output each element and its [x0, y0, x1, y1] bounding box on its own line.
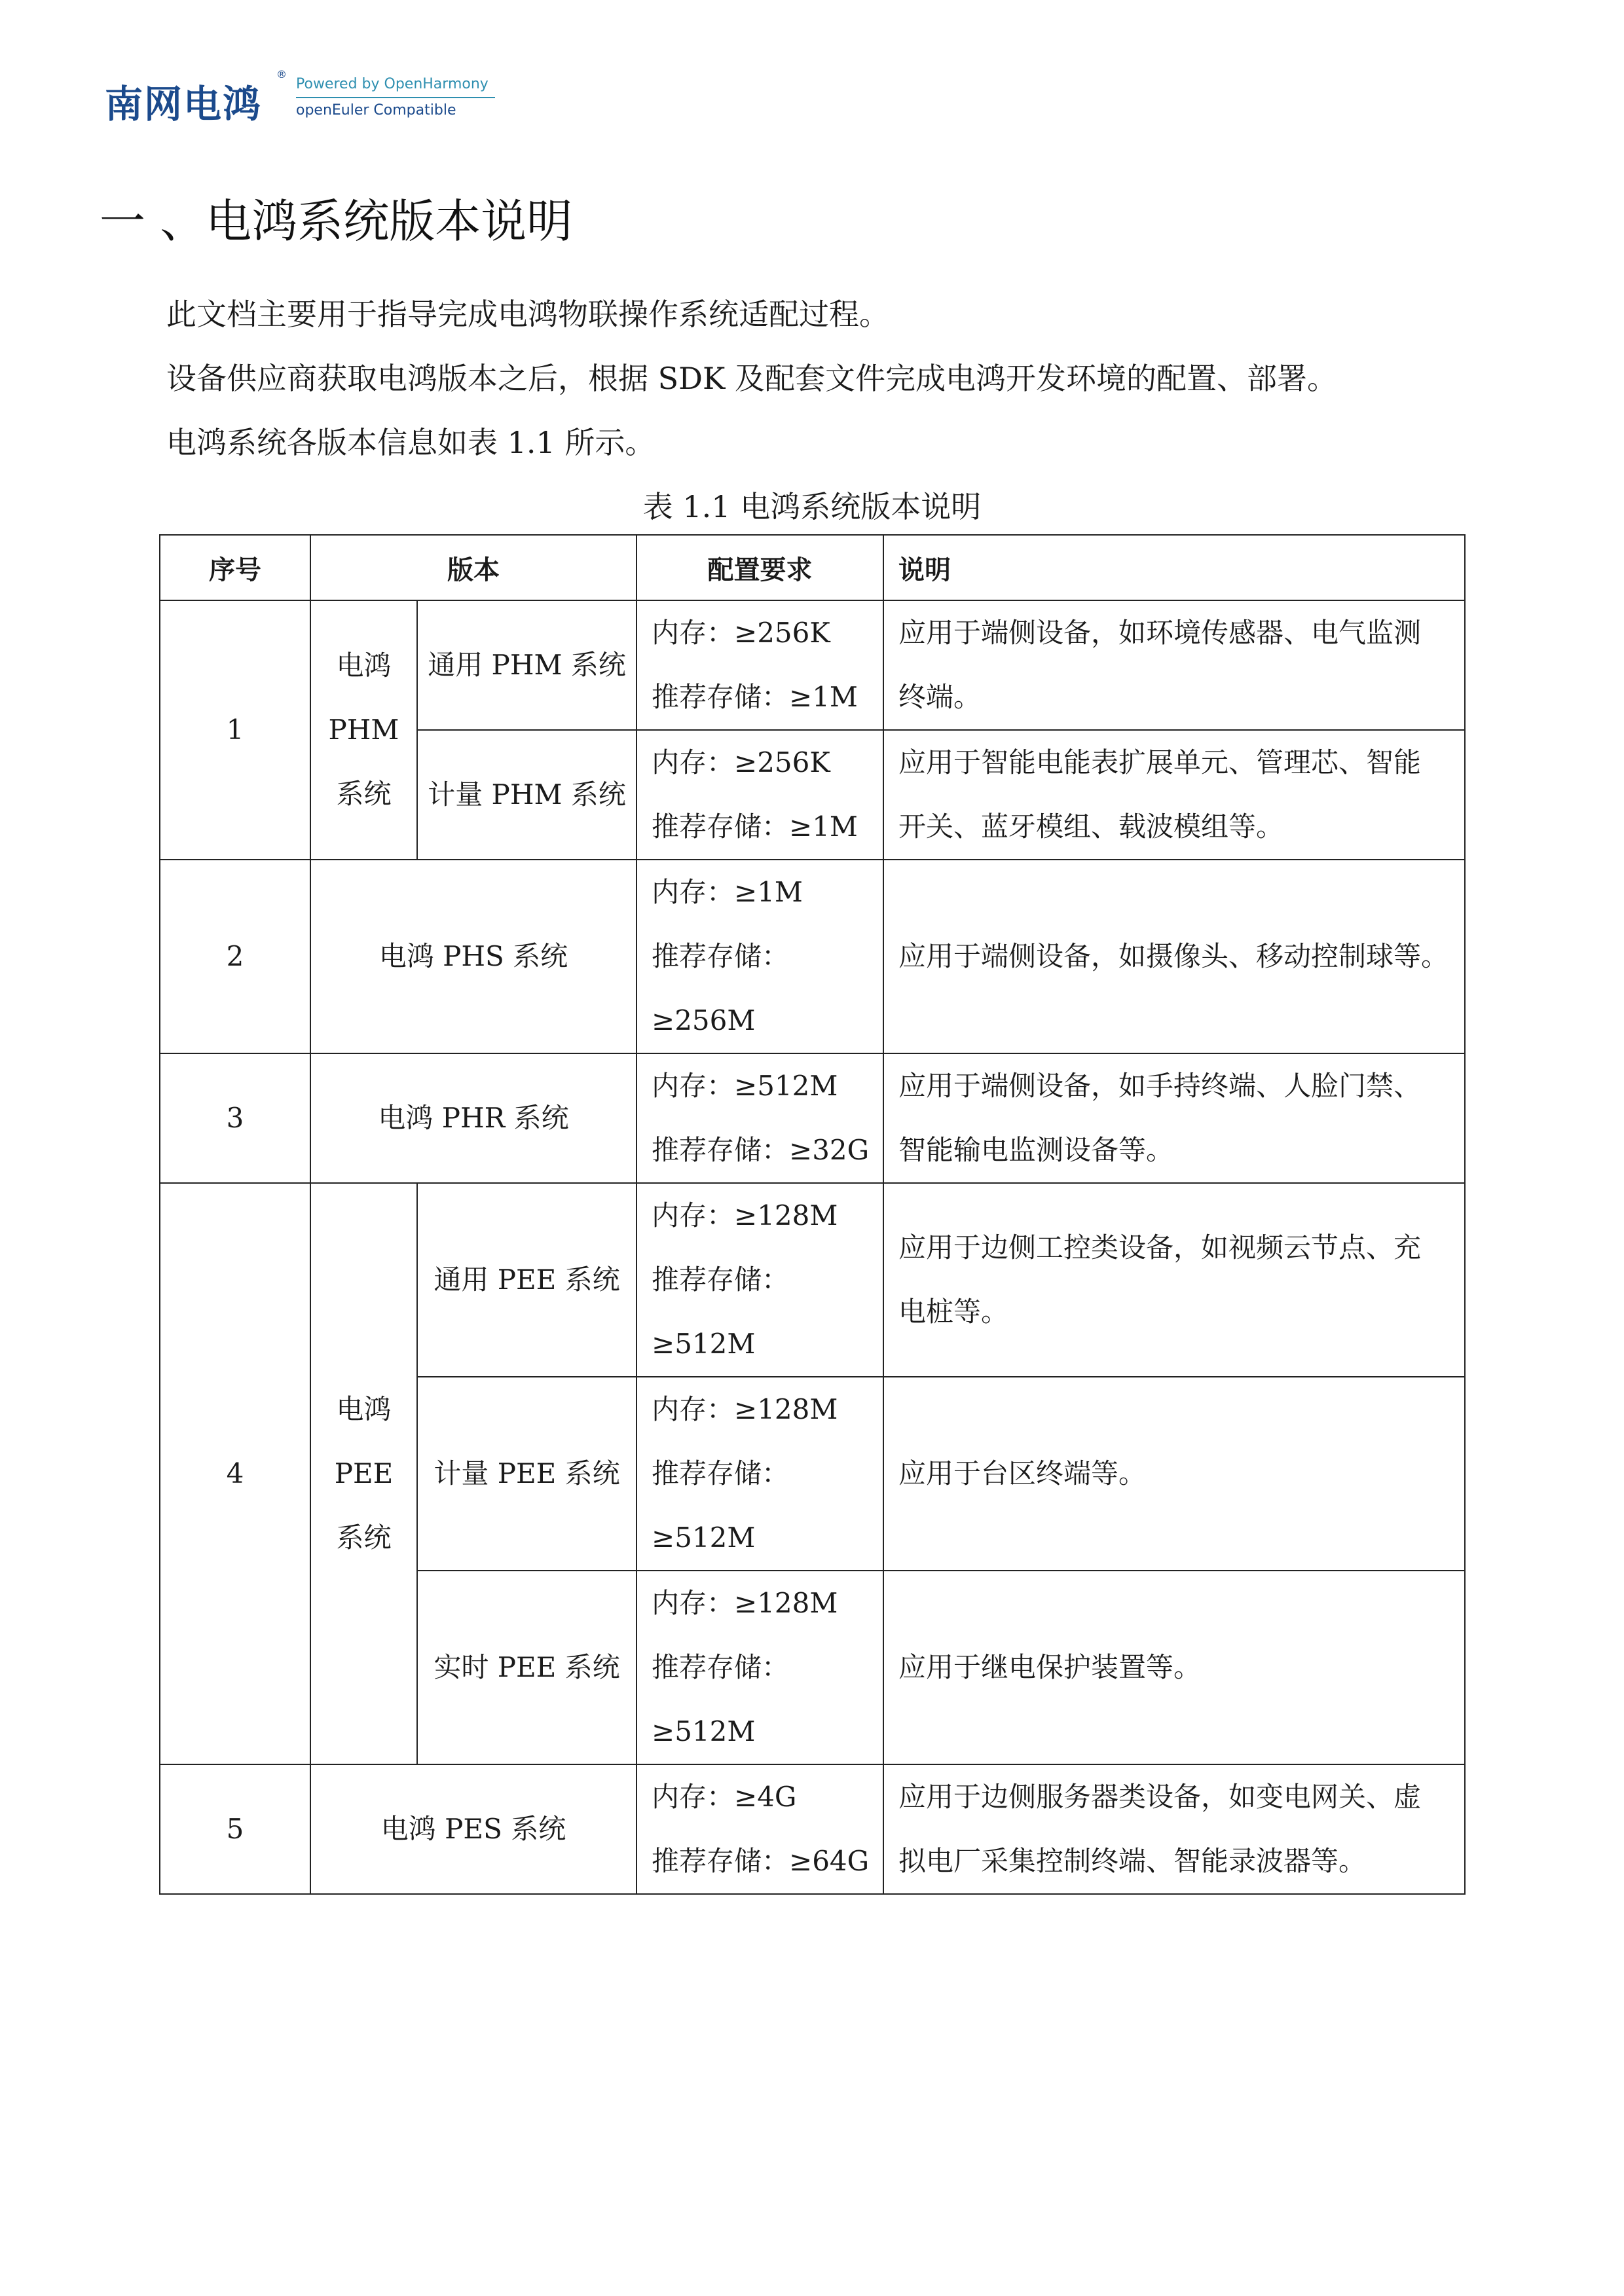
memory-requirement: 内存：≥128M — [652, 1199, 838, 1231]
header-version: 版本 — [310, 535, 637, 600]
memory-requirement: 内存：≥128M — [652, 1393, 838, 1425]
header-description: 说明 — [883, 535, 1465, 600]
cell-variant: 计量 PEE 系统 — [417, 1377, 637, 1571]
logo-powered-by: Powered by OpenHarmony — [296, 76, 489, 92]
storage-requirement: 推荐存储：≥64G — [652, 1845, 870, 1877]
cell-description — [883, 860, 1465, 1053]
cell-variant: 通用 PHM 系统 — [417, 600, 637, 730]
description-line: 应用于边侧服务器类设备，如变电网关、虚 — [898, 1781, 1422, 1813]
cell-description — [883, 1183, 1465, 1377]
family-line: 系统 — [336, 778, 392, 810]
cell-variant: 实时 PEE 系统 — [417, 1571, 637, 1764]
storage-requirement: 推荐存储：≥512M — [652, 1457, 790, 1554]
cell-no: 5 — [160, 1764, 310, 1894]
storage-requirement: 推荐存储：≥1M — [652, 811, 858, 843]
cell-version-name: 电鸿 PES 系统 — [310, 1764, 637, 1894]
table-row — [160, 1764, 1465, 1894]
description-line: 终端。 — [898, 681, 982, 713]
section-heading: 一 、电鸿系统版本说明 — [100, 194, 573, 248]
cell-no: 4 — [160, 1183, 310, 1764]
description-line: 电桩等。 — [898, 1296, 1009, 1328]
family-line: 系统 — [336, 1522, 392, 1554]
description-line: 应用于端侧设备，如摄像头、移动控制球等。 — [898, 940, 1449, 972]
intro-paragraph-1: 此文档主要用于指导完成电鸿物联操作系统适配过程。 — [166, 297, 889, 332]
logo-divider — [296, 97, 495, 98]
cell-requirements — [637, 600, 883, 730]
cell-requirements — [637, 730, 883, 860]
table-row — [160, 1053, 1465, 1183]
description-line: 开关、蓝牙模组、载波模组等。 — [898, 811, 1284, 843]
description-line: 拟电厂采集控制终端、智能录波器等。 — [898, 1845, 1367, 1877]
table-row — [160, 600, 1465, 730]
cell-no: 2 — [160, 860, 310, 1053]
family-line: PEE — [334, 1457, 394, 1489]
cell-requirements — [637, 1571, 883, 1764]
cell-version-name: 电鸿 PHR 系统 — [310, 1053, 637, 1183]
cell-requirements — [637, 1183, 883, 1377]
cell-description — [883, 730, 1465, 860]
description-line: 应用于台区终端等。 — [898, 1457, 1147, 1489]
intro-paragraph-2: 设备供应商获取电鸿版本之后，根据 SDK 及配套文件完成电鸿开发环境的配置、部署。 — [166, 361, 1338, 396]
cell-description — [883, 1053, 1465, 1183]
description-line: 应用于边侧工控类设备，如视频云节点、充 — [898, 1231, 1422, 1264]
cell-version-name: 电鸿 PHS 系统 — [310, 860, 637, 1053]
cell-requirements — [637, 1764, 883, 1894]
cell-requirements — [637, 1053, 883, 1183]
description-line: 应用于智能电能表扩展单元、管理芯、智能 — [898, 746, 1422, 778]
memory-requirement: 内存：≥128M — [652, 1587, 838, 1619]
version-table — [159, 534, 1466, 1895]
table-header-row — [160, 535, 1465, 600]
logo-compatible: openEuler Compatible — [296, 102, 456, 118]
storage-requirement: 推荐存储：≥512M — [652, 1651, 790, 1747]
cell-variant: 计量 PHM 系统 — [417, 730, 637, 860]
family-line: 电鸿 — [336, 649, 392, 682]
cell-family — [310, 600, 417, 860]
storage-requirement: 推荐存储：≥1M — [652, 681, 858, 713]
cell-no: 1 — [160, 600, 310, 860]
intro-paragraph-3: 电鸿系统各版本信息如表 1.1 所示。 — [166, 425, 655, 460]
description-line: 智能输电监测设备等。 — [898, 1134, 1174, 1166]
memory-requirement: 内存：≥1M — [652, 876, 803, 908]
family-line: 电鸿 — [336, 1393, 392, 1425]
storage-requirement: 推荐存储：≥32G — [652, 1134, 870, 1166]
memory-requirement: 内存：≥256K — [652, 746, 830, 778]
cell-family — [310, 1183, 417, 1764]
table-row — [160, 1183, 1465, 1377]
memory-requirement: 内存：≥4G — [652, 1781, 797, 1813]
registered-mark: ® — [276, 68, 287, 81]
cell-description — [883, 1377, 1465, 1571]
cell-description — [883, 1764, 1465, 1894]
family-line: PHM — [328, 714, 399, 746]
cell-requirements — [637, 1377, 883, 1571]
description-line: 应用于端侧设备，如手持终端、人脸门禁、 — [898, 1070, 1422, 1102]
cell-requirements — [637, 860, 883, 1053]
description-line: 应用于端侧设备，如环境传感器、电气监测 — [898, 617, 1422, 649]
header-no: 序号 — [160, 535, 310, 600]
logo-wordmark: 南网电鸿 — [105, 82, 263, 126]
memory-requirement: 内存：≥512M — [652, 1070, 838, 1102]
cell-description — [883, 600, 1465, 730]
header-requirements: 配置要求 — [637, 535, 883, 600]
cell-no: 3 — [160, 1053, 310, 1183]
table-row — [160, 860, 1465, 1053]
storage-requirement: 推荐存储：≥512M — [652, 1264, 790, 1360]
table-caption: 表 1.1 电鸿系统版本说明 — [642, 489, 982, 524]
cell-variant: 通用 PEE 系统 — [417, 1183, 637, 1377]
description-line: 应用于继电保护装置等。 — [898, 1651, 1202, 1683]
cell-description — [883, 1571, 1465, 1764]
storage-requirement: 推荐存储：≥256M — [652, 940, 790, 1036]
memory-requirement: 内存：≥256K — [652, 617, 830, 649]
